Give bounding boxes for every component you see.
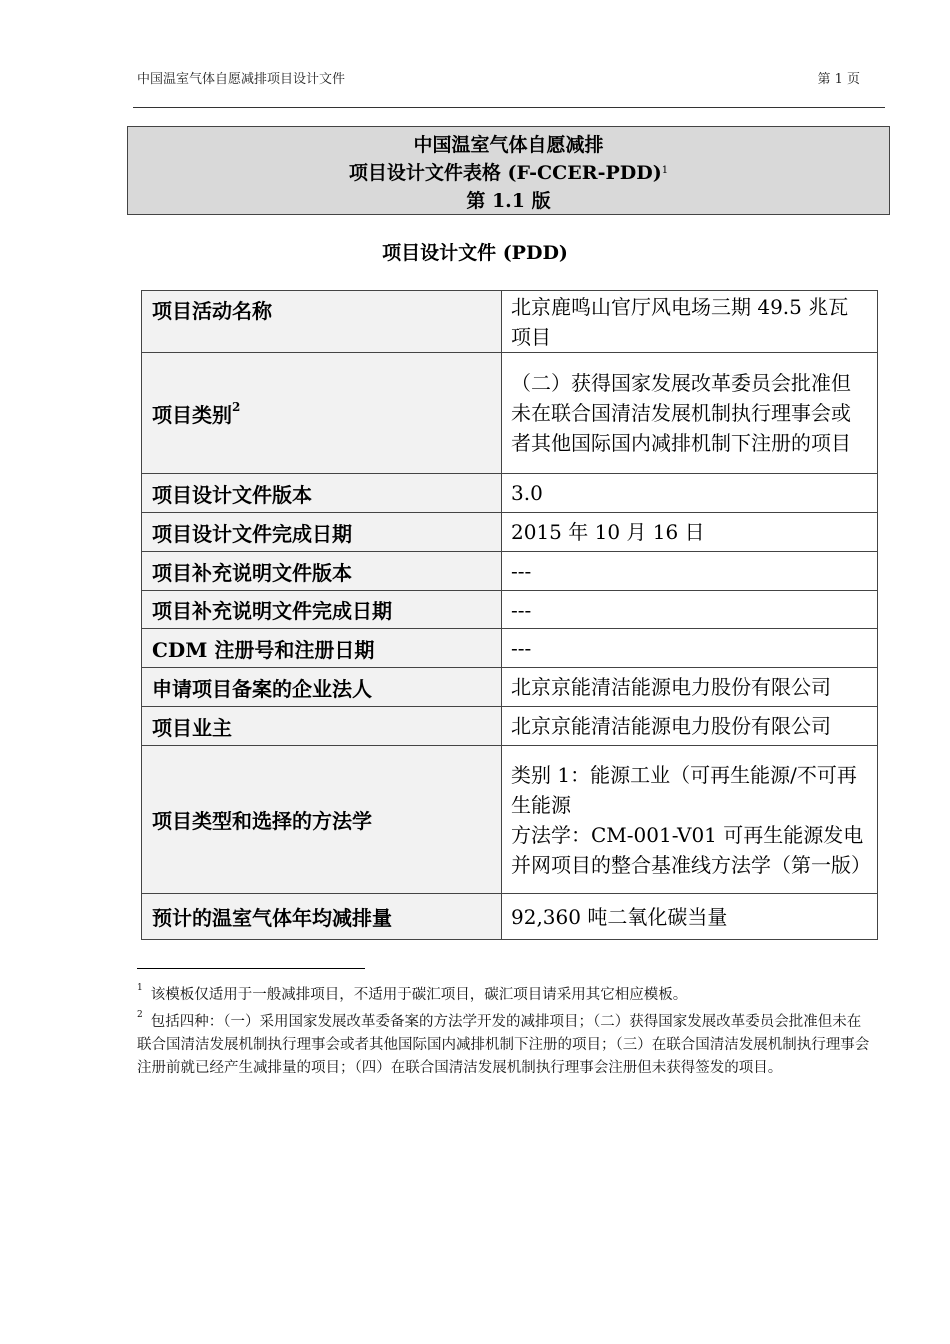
row-value: 北京京能清洁能源电力股份有限公司 xyxy=(502,668,878,707)
footnote-2: $^2$ 包括四种：（一）采用国家发展改革委备案的方法学开发的减排项目；（二）获得国家发展改革委员会批准但未在联合国清洁发展机制执行理事会或者其他国际国内减排机制下注册的项目；（三）在联合国清洁发展机制执行理事会注册前就已经产生减排量的项目；（四）在联合国清洁发展机制执行理事会注册但未获得签发的项目。 xyxy=(137,1009,870,1076)
table-row xyxy=(142,291,878,353)
table-row xyxy=(142,629,878,668)
row-label: 项目补充说明文件完成日期 xyxy=(142,591,502,629)
category-text: 类别 1：能源工业（可再生能源/不可再生能源 xyxy=(511,762,857,817)
table-row xyxy=(142,746,878,894)
row-value: 3.0 xyxy=(502,474,878,513)
row-label: 申请项目备案的企业法人 xyxy=(142,668,502,707)
row-value: 2015 年 10 月 16 日 xyxy=(502,513,878,552)
row-label: 项目活动名称 xyxy=(142,291,502,353)
table-row xyxy=(142,353,878,474)
footnote-divider xyxy=(137,968,365,969)
row-label: CDM 注册号和注册日期 xyxy=(142,629,502,668)
methodology-text: 方法学：CM-001-V01 可再生能源发电并网项目的整合基准线方法学（第一版） xyxy=(511,822,871,877)
footnote-ref-1: 1 xyxy=(661,165,669,176)
page-title: 项目设计文件 (PDD) xyxy=(382,242,568,264)
row-value: （二）获得国家发展改革委员会批准但未在联合国清洁发展机制执行理事会或者其他国际国内减排机制下注册的项目 xyxy=(502,353,878,474)
footnotes xyxy=(137,980,874,1080)
row-label: 预计的温室气体年均减排量 xyxy=(142,894,502,940)
project-info-table xyxy=(141,290,878,940)
footnote-1: $^1$ 该模板仅适用于一般减排项目，不适用于碳汇项目，碳汇项目请采用其它相应模板。 xyxy=(137,983,688,1003)
row-label: 项目业主 xyxy=(142,707,502,746)
row-value xyxy=(502,746,878,894)
form-title-line2: 项目设计文件表格 (F-CCER-PDD)$^1$ xyxy=(348,162,669,184)
row-value: --- xyxy=(502,552,878,591)
row-value: --- xyxy=(502,629,878,668)
page-number: 第 1 页 xyxy=(817,72,860,87)
table-row xyxy=(142,552,878,591)
table-row xyxy=(142,513,878,552)
row-label: 项目类别$^2$ xyxy=(142,353,502,474)
table-row xyxy=(142,668,878,707)
form-title-box xyxy=(127,126,890,215)
row-value: 92,360 吨二氧化碳当量 xyxy=(502,894,878,940)
row-label: 项目设计文件版本 xyxy=(142,474,502,513)
row-value: --- xyxy=(502,591,878,629)
table-row xyxy=(142,474,878,513)
table-row xyxy=(142,707,878,746)
table-row xyxy=(142,591,878,629)
table-row xyxy=(142,894,878,940)
row-label: 项目类型和选择的方法学 xyxy=(142,746,502,894)
form-title-line1: 中国温室气体自愿减排 xyxy=(413,134,604,156)
row-value: 北京鹿鸣山官厅风电场三期 49.5 兆瓦项目 xyxy=(502,291,878,353)
row-label: 项目补充说明文件版本 xyxy=(142,552,502,591)
row-label: 项目设计文件完成日期 xyxy=(142,513,502,552)
form-version: 第 1.1 版 xyxy=(466,190,551,212)
footnote-ref-2: 2 xyxy=(232,399,241,414)
header-title: 中国温室气体自愿减排项目设计文件 xyxy=(137,72,346,87)
row-value: 北京京能清洁能源电力股份有限公司 xyxy=(502,707,878,746)
header-divider xyxy=(133,107,885,108)
